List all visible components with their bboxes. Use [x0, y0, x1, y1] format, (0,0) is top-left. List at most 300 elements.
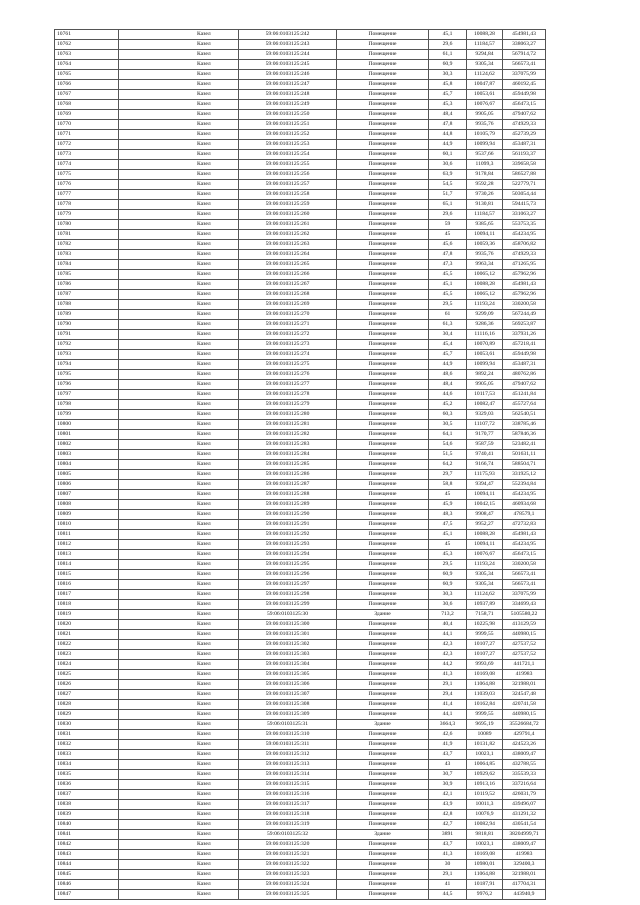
area-cell: 30,6: [429, 160, 467, 170]
cadastral-number-cell: 59:06:0103125:317: [239, 800, 337, 810]
table-row: [55, 50, 546, 60]
cadastral-value-cell: 471265,95: [503, 260, 546, 270]
row-number-cell: 10843: [55, 850, 119, 860]
area-cell: 45,4: [429, 340, 467, 350]
cadastral-number-cell: 59:06:0103125:282: [239, 430, 337, 440]
area-cell: 43,9: [429, 800, 467, 810]
table-row: [55, 560, 546, 570]
area-cell: 45,1: [429, 530, 467, 540]
area-cell: 44,8: [429, 130, 467, 140]
row-number-cell: 10791: [55, 330, 119, 340]
table-row: [55, 790, 546, 800]
cadastral-value-cell: 440980,15: [503, 630, 546, 640]
district-cell: Казел: [119, 600, 239, 610]
object-type-cell: Помещение: [337, 60, 429, 70]
row-number-cell: 10815: [55, 570, 119, 580]
area-cell: 60,9: [429, 60, 467, 70]
cadastral-value-cell: 457218,41: [503, 340, 546, 350]
table-row: [55, 30, 546, 40]
cadastral-number-cell: 59:06:0103125:302: [239, 640, 337, 650]
unit-value-cell: 9818,81: [467, 830, 503, 840]
object-type-cell: Помещение: [337, 230, 429, 240]
unit-value-cell: 11107,72: [467, 420, 503, 430]
area-cell: 30,6: [429, 600, 467, 610]
cadastral-value-cell: 420741,58: [503, 700, 546, 710]
cadastral-value-cell: 338063,27: [503, 40, 546, 50]
table-row: [55, 320, 546, 330]
table-row: [55, 650, 546, 660]
area-cell: 45,1: [429, 30, 467, 40]
cadastral-number-cell: 59:06:0103125:247: [239, 80, 337, 90]
district-cell: Казел: [119, 150, 239, 160]
cadastral-number-cell: 59:06:0103125:297: [239, 580, 337, 590]
table-row: [55, 80, 546, 90]
cadastral-number-cell: 59:06:0103125:323: [239, 870, 337, 880]
area-cell: 63,9: [429, 170, 467, 180]
row-number-cell: 10796: [55, 380, 119, 390]
district-cell: Казел: [119, 750, 239, 760]
row-number-cell: 10793: [55, 350, 119, 360]
table-row: [55, 70, 546, 80]
object-type-cell: Помещение: [337, 280, 429, 290]
district-cell: Казел: [119, 60, 239, 70]
object-type-cell: Здание: [337, 610, 429, 620]
cadastral-value-cell: 472732,83: [503, 520, 546, 530]
district-cell: Казел: [119, 470, 239, 480]
cadastral-number-cell: 59:06:0103125:314: [239, 770, 337, 780]
cadastral-value-cell: 594415,73: [503, 200, 546, 210]
area-cell: 45: [429, 230, 467, 240]
unit-value-cell: 10065,12: [467, 270, 503, 280]
cadastral-value-cell: 441721,1: [503, 660, 546, 670]
table-row: [55, 710, 546, 720]
row-number-cell: 10822: [55, 640, 119, 650]
unit-value-cell: 10094,11: [467, 230, 503, 240]
unit-value-cell: 10105,79: [467, 130, 503, 140]
unit-value-cell: 9299,09: [467, 310, 503, 320]
table-row: [55, 800, 546, 810]
district-cell: Казел: [119, 260, 239, 270]
district-cell: Казел: [119, 120, 239, 130]
area-cell: 45,2: [429, 400, 467, 410]
cadastral-number-cell: 59:06:0103125:284: [239, 450, 337, 460]
unit-value-cell: 10059,36: [467, 240, 503, 250]
cadastral-value-cell: 460192,45: [503, 80, 546, 90]
object-type-cell: Помещение: [337, 360, 429, 370]
cadastral-value-cell: 457962,96: [503, 290, 546, 300]
district-cell: Казел: [119, 30, 239, 40]
area-cell: 59: [429, 220, 467, 230]
cadastral-value-cell: 454234,95: [503, 540, 546, 550]
row-number-cell: 10765: [55, 70, 119, 80]
cadastral-number-cell: 59:06:0103125:265: [239, 260, 337, 270]
cadastral-value-cell: 553753,35: [503, 220, 546, 230]
area-cell: 45,3: [429, 100, 467, 110]
unit-value-cell: 9294,84: [467, 50, 503, 60]
district-cell: Казел: [119, 420, 239, 430]
row-number-cell: 10797: [55, 390, 119, 400]
cadastral-number-cell: 59:06:0103125:279: [239, 400, 337, 410]
table-row: [55, 660, 546, 670]
cadastral-value-cell: 454981,43: [503, 30, 546, 40]
cadastral-number-cell: 59:06:0103125:263: [239, 240, 337, 250]
cadastral-value-cell: 454234,95: [503, 490, 546, 500]
unit-value-cell: 10913,16: [467, 780, 503, 790]
cadastral-number-cell: 59:06:0103125:292: [239, 530, 337, 540]
area-cell: 51,5: [429, 450, 467, 460]
object-type-cell: Здание: [337, 720, 429, 730]
district-cell: Казел: [119, 70, 239, 80]
area-cell: 42,8: [429, 810, 467, 820]
district-cell: Казел: [119, 760, 239, 770]
cadastral-number-cell: 59:06:0103125:286: [239, 470, 337, 480]
table-row: [55, 210, 546, 220]
cadastral-number-cell: 59:06:0103125:243: [239, 40, 337, 50]
table-row: [55, 890, 546, 900]
table-row: [55, 520, 546, 530]
unit-value-cell: 9170,77: [467, 430, 503, 440]
cadastral-number-cell: 59:06:0103125:319: [239, 820, 337, 830]
object-type-cell: Помещение: [337, 490, 429, 500]
area-cell: 47,3: [429, 260, 467, 270]
table-row: [55, 190, 546, 200]
cadastral-number-cell: 59:06:0103125:244: [239, 50, 337, 60]
object-type-cell: Помещение: [337, 860, 429, 870]
district-cell: Казел: [119, 40, 239, 50]
cadastral-number-cell: 59:06:0103125:257: [239, 180, 337, 190]
object-type-cell: Помещение: [337, 300, 429, 310]
row-number-cell: 10804: [55, 460, 119, 470]
object-type-cell: Помещение: [337, 320, 429, 330]
cadastral-number-cell: 59:06:0103125:321: [239, 850, 337, 860]
object-type-cell: Помещение: [337, 270, 429, 280]
district-cell: Казел: [119, 160, 239, 170]
area-cell: 44,9: [429, 140, 467, 150]
row-number-cell: 10826: [55, 680, 119, 690]
unit-value-cell: 9976,2: [467, 890, 503, 900]
object-type-cell: Помещение: [337, 110, 429, 120]
table-row: [55, 400, 546, 410]
object-type-cell: Помещение: [337, 700, 429, 710]
unit-value-cell: 9905,05: [467, 110, 503, 120]
district-cell: Казел: [119, 200, 239, 210]
cadastral-number-cell: 59:06:0103125:256: [239, 170, 337, 180]
cadastral-value-cell: 417704,31: [503, 880, 546, 890]
object-type-cell: Помещение: [337, 570, 429, 580]
table-row: [55, 200, 546, 210]
object-type-cell: Помещение: [337, 40, 429, 50]
area-cell: 45,9: [429, 500, 467, 510]
district-cell: Казел: [119, 700, 239, 710]
unit-value-cell: 10162,84: [467, 700, 503, 710]
cadastral-value-cell: 566573,41: [503, 570, 546, 580]
object-type-cell: Помещение: [337, 150, 429, 160]
unit-value-cell: 10169,08: [467, 850, 503, 860]
cadastral-number-cell: 59:06:0103125:288: [239, 490, 337, 500]
row-number-cell: 10828: [55, 700, 119, 710]
unit-value-cell: 10082,47: [467, 400, 503, 410]
unit-value-cell: 9587,59: [467, 440, 503, 450]
district-cell: Казел: [119, 840, 239, 850]
cadastral-value-cell: 503054,44: [503, 190, 546, 200]
unit-value-cell: 11064,88: [467, 680, 503, 690]
district-cell: Казел: [119, 670, 239, 680]
row-number-cell: 10832: [55, 740, 119, 750]
row-number-cell: 10767: [55, 90, 119, 100]
area-cell: 60,3: [429, 410, 467, 420]
object-type-cell: Помещение: [337, 560, 429, 570]
unit-value-cell: 10937,89: [467, 600, 503, 610]
object-type-cell: Помещение: [337, 190, 429, 200]
unit-value-cell: 10065,12: [467, 290, 503, 300]
object-type-cell: Помещение: [337, 480, 429, 490]
district-cell: Казел: [119, 250, 239, 260]
cadastral-number-cell: 59:06:0103125:309: [239, 710, 337, 720]
object-type-cell: Помещение: [337, 670, 429, 680]
cadastral-number-cell: 59:06:0103125:308: [239, 700, 337, 710]
cadastral-value-cell: 439496,07: [503, 800, 546, 810]
cadastral-number-cell: 59:06:0103125:251: [239, 120, 337, 130]
unit-value-cell: 9130,81: [467, 200, 503, 210]
area-cell: 45,6: [429, 240, 467, 250]
row-number-cell: 10777: [55, 190, 119, 200]
cadastral-number-cell: 59:06:0103125:320: [239, 840, 337, 850]
area-cell: 44,9: [429, 360, 467, 370]
table-row: [55, 620, 546, 630]
cadastral-number-cell: 59:06:0103125:253: [239, 140, 337, 150]
district-cell: Казел: [119, 690, 239, 700]
table-row: [55, 680, 546, 690]
table-row: [55, 780, 546, 790]
cadastral-value-cell: 456473,15: [503, 550, 546, 560]
district-cell: Казел: [119, 530, 239, 540]
row-number-cell: 10774: [55, 160, 119, 170]
cadastral-number-cell: 59:06:0103125:270: [239, 310, 337, 320]
object-type-cell: Помещение: [337, 620, 429, 630]
table-row: [55, 500, 546, 510]
unit-value-cell: 10099,94: [467, 140, 503, 150]
cadastral-value-cell: 426031,79: [503, 790, 546, 800]
table-row: [55, 870, 546, 880]
unit-value-cell: 9592,28: [467, 180, 503, 190]
cadastral-value-cell: 454981,43: [503, 530, 546, 540]
table-row: [55, 330, 546, 340]
row-number-cell: 10835: [55, 770, 119, 780]
row-number-cell: 10795: [55, 370, 119, 380]
cadastral-value-cell: 335539,33: [503, 770, 546, 780]
unit-value-cell: 10053,61: [467, 350, 503, 360]
cadastral-value-cell: 457962,96: [503, 270, 546, 280]
row-number-cell: 10841: [55, 830, 119, 840]
object-type-cell: Помещение: [337, 440, 429, 450]
district-cell: Казел: [119, 240, 239, 250]
district-cell: Казел: [119, 820, 239, 830]
object-type-cell: Помещение: [337, 590, 429, 600]
unit-value-cell: 9329,03: [467, 410, 503, 420]
cadastral-value-cell: 413129,59: [503, 620, 546, 630]
object-type-cell: Помещение: [337, 370, 429, 380]
district-cell: Казел: [119, 870, 239, 880]
area-cell: 29,6: [429, 40, 467, 50]
table-row: [55, 550, 546, 560]
area-cell: 29,1: [429, 870, 467, 880]
row-number-cell: 10833: [55, 750, 119, 760]
area-cell: 41,3: [429, 670, 467, 680]
unit-value-cell: 11064,88: [467, 870, 503, 880]
object-type-cell: Помещение: [337, 630, 429, 640]
area-cell: 29,5: [429, 560, 467, 570]
district-cell: Казел: [119, 320, 239, 330]
table-row: [55, 370, 546, 380]
unit-value-cell: 10119,52: [467, 790, 503, 800]
object-type-cell: Помещение: [337, 680, 429, 690]
object-type-cell: Помещение: [337, 80, 429, 90]
district-cell: Казел: [119, 890, 239, 900]
cadastral-value-cell: 474929,33: [503, 120, 546, 130]
cadastral-number-cell: 59:06:0103125:276: [239, 370, 337, 380]
cadastral-value-cell: 566573,41: [503, 580, 546, 590]
cadastral-number-cell: 59:06:0103125:277: [239, 380, 337, 390]
object-type-cell: Помещение: [337, 450, 429, 460]
district-cell: Казел: [119, 230, 239, 240]
table-row: [55, 290, 546, 300]
district-cell: Казел: [119, 110, 239, 120]
row-number-cell: 10842: [55, 840, 119, 850]
district-cell: Казел: [119, 740, 239, 750]
row-number-cell: 10820: [55, 620, 119, 630]
district-cell: Казел: [119, 100, 239, 110]
row-number-cell: 10783: [55, 250, 119, 260]
row-number-cell: 10799: [55, 410, 119, 420]
unit-value-cell: 10042,15: [467, 500, 503, 510]
district-cell: Казел: [119, 710, 239, 720]
district-cell: Казел: [119, 680, 239, 690]
row-number-cell: 10813: [55, 550, 119, 560]
area-cell: 61: [429, 310, 467, 320]
row-number-cell: 10823: [55, 650, 119, 660]
cadastral-value-cell: 321988,01: [503, 680, 546, 690]
unit-value-cell: 9166,74: [467, 460, 503, 470]
district-cell: Казел: [119, 620, 239, 630]
area-cell: 45,5: [429, 270, 467, 280]
object-type-cell: Помещение: [337, 390, 429, 400]
district-cell: Казел: [119, 880, 239, 890]
unit-value-cell: 11193,24: [467, 560, 503, 570]
district-cell: Казел: [119, 460, 239, 470]
object-type-cell: Помещение: [337, 430, 429, 440]
cadastral-number-cell: 59:06:0103125:311: [239, 740, 337, 750]
table-row: [55, 140, 546, 150]
row-number-cell: 10775: [55, 170, 119, 180]
cadastral-value-cell: 459449,98: [503, 350, 546, 360]
area-cell: 30: [429, 860, 467, 870]
object-type-cell: Помещение: [337, 210, 429, 220]
table-row: [55, 600, 546, 610]
cadastral-number-cell: 59:06:0103125:272: [239, 330, 337, 340]
table-row: [55, 260, 546, 270]
table-row: [55, 150, 546, 160]
cadastral-value-cell: 588504,71: [503, 460, 546, 470]
district-cell: Казел: [119, 480, 239, 490]
unit-value-cell: 10070,89: [467, 340, 503, 350]
object-type-cell: Помещение: [337, 650, 429, 660]
area-cell: 48,3: [429, 510, 467, 520]
row-number-cell: 10829: [55, 710, 119, 720]
row-number-cell: 10818: [55, 600, 119, 610]
district-cell: Казел: [119, 830, 239, 840]
district-cell: Казел: [119, 540, 239, 550]
cadastral-number-cell: 59:06:0103125:304: [239, 660, 337, 670]
cadastral-value-cell: 321988,01: [503, 870, 546, 880]
cadastral-value-cell: 459449,98: [503, 90, 546, 100]
object-type-cell: Помещение: [337, 730, 429, 740]
object-type-cell: Помещение: [337, 750, 429, 760]
cadastral-value-cell: 35526684,72: [503, 720, 546, 730]
district-cell: Казел: [119, 180, 239, 190]
cadastral-number-cell: 59:06:0103125:296: [239, 570, 337, 580]
cadastral-number-cell: 59:06:0103125:262: [239, 230, 337, 240]
row-number-cell: 10830: [55, 720, 119, 730]
cadastral-value-cell: 478579,1: [503, 510, 546, 520]
cadastral-number-cell: 59:06:0103125:266: [239, 270, 337, 280]
table-row: [55, 490, 546, 500]
cadastral-number-cell: 59:06:0103125:289: [239, 500, 337, 510]
cadastral-number-cell: 59:06:0103125:301: [239, 630, 337, 640]
row-number-cell: 10792: [55, 340, 119, 350]
table-row: [55, 590, 546, 600]
cadastral-value-table: [54, 29, 546, 900]
cadastral-number-cell: 59:06:0103125:245: [239, 60, 337, 70]
unit-value-cell: 9178,84: [467, 170, 503, 180]
unit-value-cell: 9394,47: [467, 480, 503, 490]
object-type-cell: Помещение: [337, 460, 429, 470]
object-type-cell: Помещение: [337, 790, 429, 800]
area-cell: 64,2: [429, 460, 467, 470]
area-cell: 42,1: [429, 790, 467, 800]
unit-value-cell: 11099,3: [467, 160, 503, 170]
unit-value-cell: 9740,41: [467, 450, 503, 460]
object-type-cell: Помещение: [337, 410, 429, 420]
table-row: [55, 240, 546, 250]
row-number-cell: 10800: [55, 420, 119, 430]
district-cell: Казел: [119, 630, 239, 640]
cadastral-value-cell: 438009,47: [503, 840, 546, 850]
table-row: [55, 670, 546, 680]
object-type-cell: Помещение: [337, 50, 429, 60]
area-cell: 45,8: [429, 80, 467, 90]
cadastral-value-cell: 431291,32: [503, 810, 546, 820]
cadastral-value-cell: 427537,52: [503, 640, 546, 650]
row-number-cell: 10781: [55, 230, 119, 240]
district-cell: Казел: [119, 580, 239, 590]
cadastral-value-cell: 337216,64: [503, 780, 546, 790]
unit-value-cell: 10929,62: [467, 770, 503, 780]
cadastral-value-cell: 480762,86: [503, 370, 546, 380]
table-row: [55, 880, 546, 890]
unit-value-cell: 9537,66: [467, 150, 503, 160]
cadastral-value-cell: 454234,95: [503, 230, 546, 240]
row-number-cell: 10771: [55, 130, 119, 140]
unit-value-cell: 10023,1: [467, 750, 503, 760]
cadastral-number-cell: 59:06:0103125:30: [239, 610, 337, 620]
unit-value-cell: 10094,11: [467, 540, 503, 550]
district-cell: Казел: [119, 380, 239, 390]
row-number-cell: 10761: [55, 30, 119, 40]
unit-value-cell: 11184,57: [467, 210, 503, 220]
area-cell: 713,2: [429, 610, 467, 620]
area-cell: 48,4: [429, 110, 467, 120]
unit-value-cell: 9935,76: [467, 120, 503, 130]
